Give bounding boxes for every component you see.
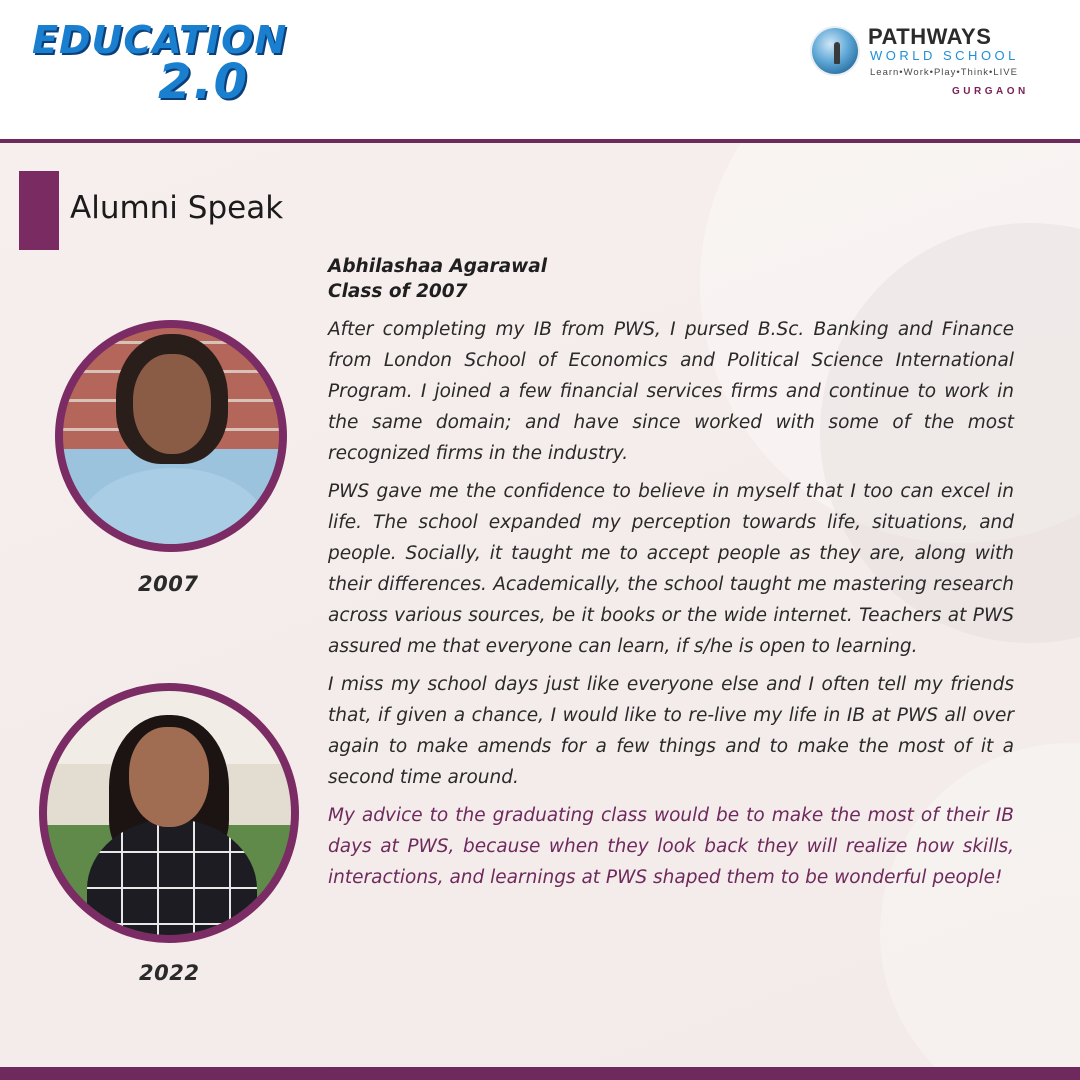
- education-2-0-logo: [32, 18, 288, 110]
- testimonial-text: [328, 254, 1014, 893]
- alumni-photo-2022: [39, 683, 299, 943]
- alumni-photo-2007: [55, 320, 287, 552]
- education-logo-line2: 2.0: [158, 54, 250, 110]
- testimonial-paragraph: After completing my IB from PWS, I pursed B.Sc. Banking and Finance from London School of Economics and Political Science International Program. I joined a few financial services firms and continue to work in the same domain; and have since worked with some of the most recognized firms in the industry.: [328, 319, 1014, 464]
- globe-icon: [812, 28, 858, 74]
- page-header: [0, 0, 1080, 139]
- advice-paragraph: My advice to the graduating class would be to make the most of their IB days at PWS, because when they look back they will realize how skills, interactions, and learnings at PWS shaped them to be wonderful people!: [328, 805, 1014, 888]
- education-logo-line1: EDUCATION: [32, 18, 288, 62]
- testimonial-paragraph: PWS gave me the confidence to believe in myself that I too can excel in life. The school expanded my perception towards life, situations, and people. Socially, it taught me to accept people as they are, along with their differences. Academically, the school taught me mastering research across various sources, be it books or the wide internet. Teachers at PWS assured me that everyone can learn, if s/he is open to learning.: [328, 481, 1014, 657]
- photo-year-label: 2007: [138, 572, 199, 596]
- footer-bar: [0, 1067, 1080, 1080]
- photo-face: [133, 354, 211, 454]
- pathways-school-logo: [808, 24, 1053, 104]
- school-location: GURGAON: [952, 86, 1029, 97]
- testimonial-paragraph: I miss my school days just like everyone else and I often tell my friends that, if given a chance, I would like to re-live my life in IB at PWS all over again to make amends for a few things and to make the most of it a second time around.: [328, 674, 1014, 788]
- school-tagline: Learn•Work•Play•Think•LIVE: [870, 67, 1018, 78]
- school-subtitle: WORLD SCHOOL: [870, 48, 1019, 63]
- photo-year-label: 2022: [139, 961, 200, 985]
- photo-face: [129, 727, 209, 827]
- section-title: Alumni Speak: [70, 190, 284, 226]
- photo-dress: [87, 819, 257, 943]
- school-name: PATHWAYS: [868, 24, 992, 49]
- section-accent-bar: [19, 171, 59, 250]
- alumni-name: Abhilashaa Agarawal: [328, 256, 548, 277]
- alumni-class: Class of 2007: [328, 281, 468, 302]
- photo-shirt: [79, 468, 267, 552]
